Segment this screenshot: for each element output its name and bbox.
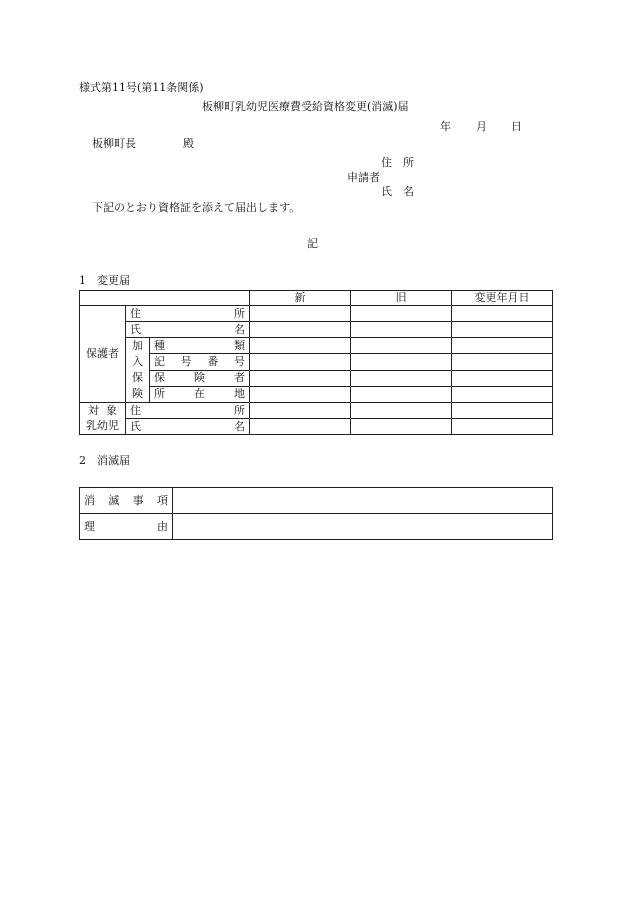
insurance-type-new[interactable] bbox=[250, 338, 351, 354]
date-month: 月 bbox=[476, 120, 487, 133]
insurer-location-old[interactable] bbox=[351, 386, 452, 402]
form-title: 板柳町乳幼児医療費受給資格変更(消滅)届 bbox=[202, 100, 409, 113]
addressee-name: 板柳町長 bbox=[92, 137, 136, 150]
change-table bbox=[79, 290, 553, 435]
insurer-location-label: 所 在 地 bbox=[150, 386, 250, 402]
cancel-item-value[interactable] bbox=[173, 488, 553, 514]
insurance-type-date[interactable] bbox=[452, 338, 553, 354]
intro-text: 下記のとおり資格証を添えて届出します。 bbox=[92, 201, 301, 214]
addressee-honorific: 殿 bbox=[183, 137, 194, 150]
insurance-number-date[interactable] bbox=[452, 354, 553, 370]
insurer-location-date[interactable] bbox=[452, 386, 553, 402]
child-name-new[interactable] bbox=[250, 419, 351, 435]
date-day: 日 bbox=[511, 120, 522, 133]
insurer-location-new[interactable] bbox=[250, 386, 351, 402]
header-new: 新 bbox=[250, 291, 351, 306]
section2-title: 2 消滅届 bbox=[79, 454, 130, 467]
applicant-label: 申請者 bbox=[347, 171, 380, 184]
section1-title: 1 変更届 bbox=[79, 274, 130, 287]
insurer-date[interactable] bbox=[452, 370, 553, 386]
ki-marker: 記 bbox=[307, 237, 318, 250]
child-name-date[interactable] bbox=[452, 419, 553, 435]
header-blank bbox=[80, 291, 250, 306]
guardian-name-new[interactable] bbox=[250, 322, 351, 338]
applicant-name-label: 氏 名 bbox=[381, 185, 414, 198]
insurance-label: 加 入 保 険 bbox=[126, 338, 150, 403]
guardian-address-label: 住 所 bbox=[126, 306, 250, 322]
cancel-item-label: 消 滅 事 項 bbox=[80, 488, 173, 514]
insurance-number-label: 記 号 番 号 bbox=[150, 354, 250, 370]
insurance-number-old[interactable] bbox=[351, 354, 452, 370]
date-year: 年 bbox=[440, 120, 451, 133]
child-name-label: 氏 名 bbox=[126, 419, 250, 435]
insurer-label: 保 険 者 bbox=[150, 370, 250, 386]
guardian-name-date[interactable] bbox=[452, 322, 553, 338]
child-address-new[interactable] bbox=[250, 403, 351, 419]
header-old: 旧 bbox=[351, 291, 452, 306]
insurance-type-old[interactable] bbox=[351, 338, 452, 354]
reason-value[interactable] bbox=[173, 514, 553, 540]
child-label-top: 対 象 bbox=[80, 403, 126, 419]
form-number: 様式第11号(第11条関係) bbox=[79, 81, 204, 94]
insurance-number-new[interactable] bbox=[250, 354, 351, 370]
header-change-date: 変更年月日 bbox=[452, 291, 553, 306]
insurance-type-label: 種 類 bbox=[150, 338, 250, 354]
insurer-new[interactable] bbox=[250, 370, 351, 386]
guardian-address-old[interactable] bbox=[351, 306, 452, 322]
cancel-table bbox=[79, 487, 553, 540]
child-address-old[interactable] bbox=[351, 403, 452, 419]
applicant-address-label: 住 所 bbox=[381, 156, 414, 169]
child-address-date[interactable] bbox=[452, 403, 553, 419]
guardian-address-date[interactable] bbox=[452, 306, 553, 322]
guardian-name-label: 氏 名 bbox=[126, 322, 250, 338]
guardian-address-new[interactable] bbox=[250, 306, 351, 322]
reason-label: 理 由 bbox=[80, 514, 173, 540]
insurer-old[interactable] bbox=[351, 370, 452, 386]
guardian-label: 保護者 bbox=[80, 306, 126, 403]
child-name-old[interactable] bbox=[351, 419, 452, 435]
guardian-name-old[interactable] bbox=[351, 322, 452, 338]
child-label-bottom: 乳幼児 bbox=[80, 419, 126, 435]
child-address-label: 住 所 bbox=[126, 403, 250, 419]
